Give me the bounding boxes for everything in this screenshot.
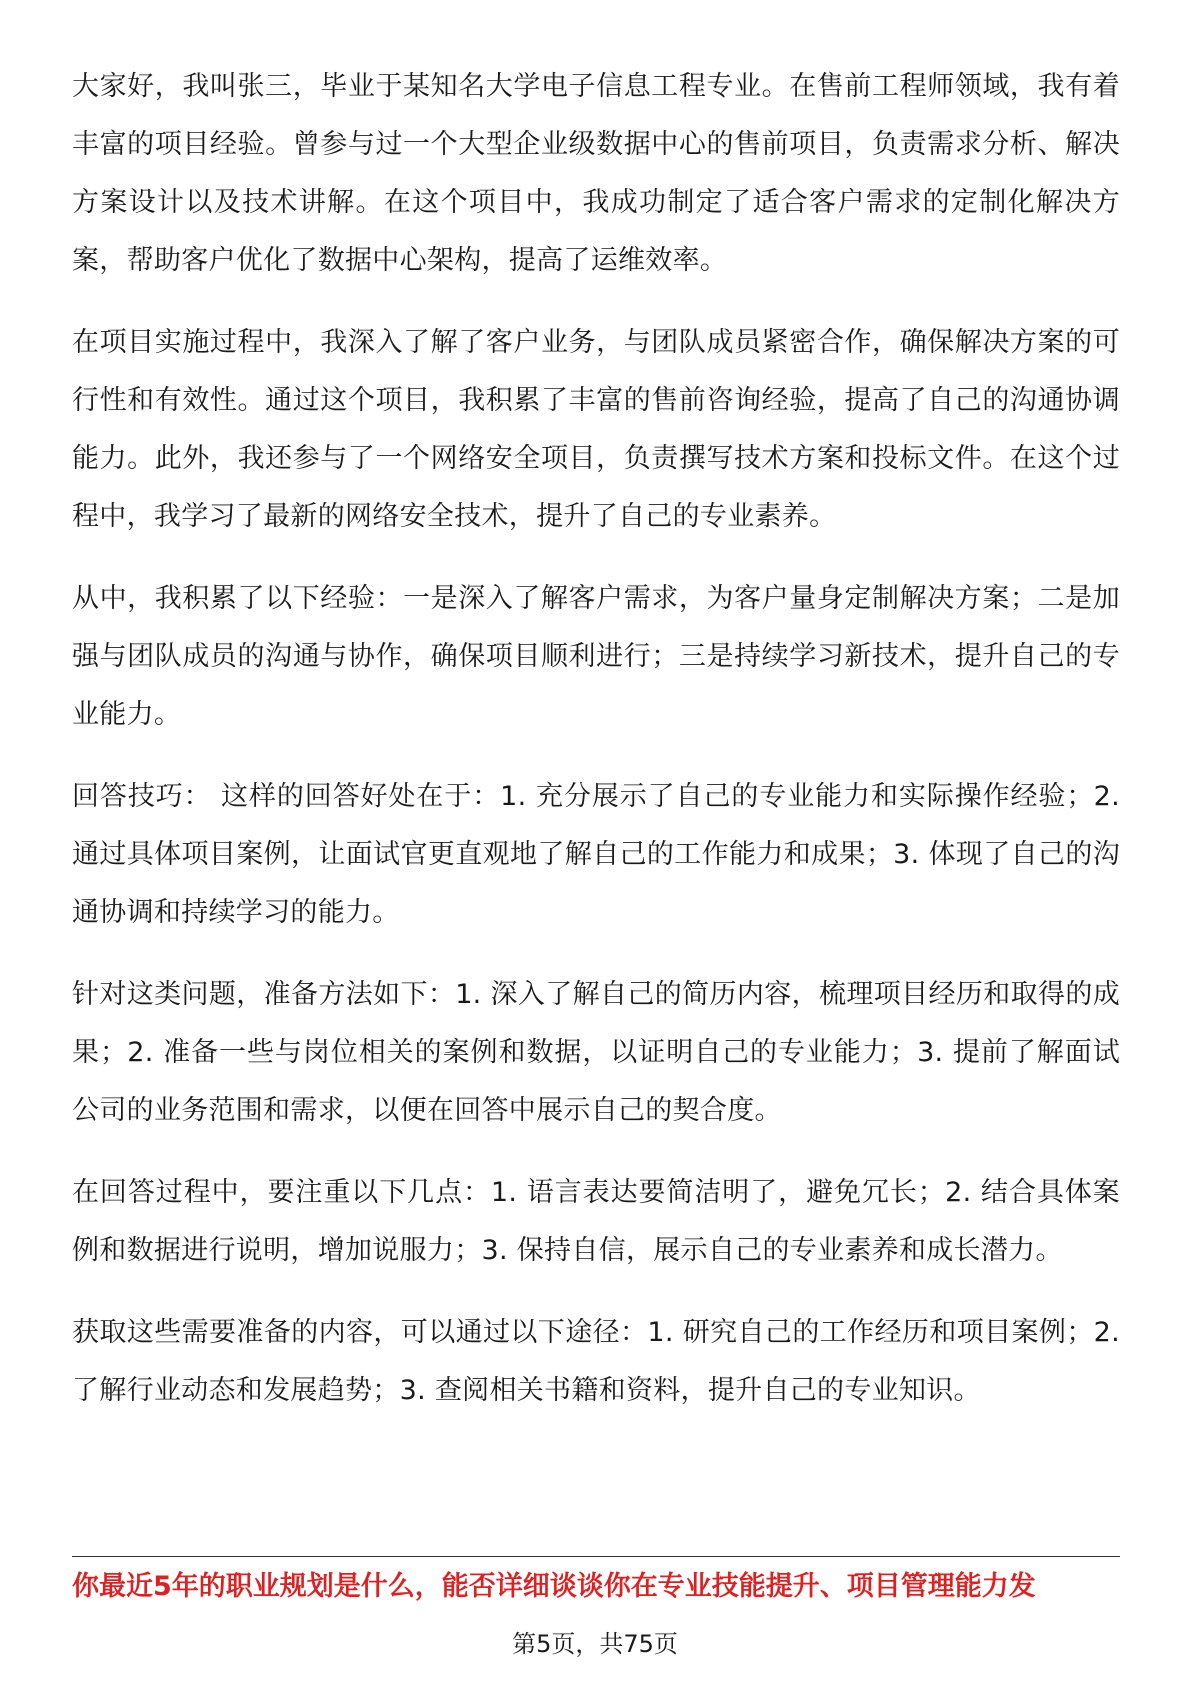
paragraph-project-process: 在项目实施过程中，我深入了解了客户业务，与团队成员紧密合作，确保解决方案的可行性和有效性。通过这个项目，我积累了丰富的售前咨询经验，提高了自己的沟通协调能力。此外，我还参与了一个网络安全项目，负责撰写技术方案和投标文件。在这个过程中，我学习了最新的网络安全技术，提升了自己的专业素养。 — [72, 327, 1120, 532]
page-number: 第5页，共75页 — [512, 1630, 678, 1658]
section-divider — [72, 1556, 1120, 1557]
paragraph-intro: 大家好，我叫张三，毕业于某知名大学电子信息工程专业。在售前工程师领域，我有着丰富的项目经验。曾参与过一个大型企业级数据中心的售前项目，负责需求分析、解决方案设计以及技术讲解。在这个项目中，我成功制定了适合客户需求的定制化解决方案，帮助客户优化了数据中心架构，提高了运维效率。 — [72, 71, 1120, 276]
answer-body — [72, 58, 1120, 1444]
paragraph-preparation-method: 针对这类问题，准备方法如下：1. 深入了解自己的简历内容，梳理项目经历和取得的成果；2. 准备一些与岗位相关的案例和数据，以证明自己的专业能力；3. 提前了解面试公司的业务范围和需求，以便在回答中展示自己的契合度。 — [72, 979, 1120, 1126]
paragraph-answer-points: 在回答过程中，要注重以下几点：1. 语言表达要简洁明了，避免冗长；2. 结合具体案例和数据进行说明，增加说服力；3. 保持自信，展示自己的专业素养和成长潜力。 — [72, 1177, 1120, 1266]
next-question-heading: 你最近5年的职业规划是什么，能否详细谈谈你在专业技能提升、项目管理能力发 — [72, 1571, 1036, 1602]
paragraph-sources: 获取这些需要准备的内容，可以通过以下途径：1. 研究自己的工作经历和项目案例；2. 了解行业动态和发展趋势；3. 查阅相关书籍和资料，提升自己的专业知识。 — [72, 1317, 1120, 1406]
paragraph-experience-summary: 从中，我积累了以下经验：一是深入了解客户需求，为客户量身定制解决方案；二是加强与团队成员的沟通与协作，确保项目顺利进行；三是持续学习新技术，提升自己的专业能力。 — [72, 583, 1120, 730]
paragraph-answer-tips: 回答技巧： 这样的回答好处在于：1. 充分展示了自己的专业能力和实际操作经验；2. 通过具体项目案例，让面试官更直观地了解自己的工作能力和成果；3. 体现了自己的沟通协调和持续学习的能力。 — [72, 781, 1121, 928]
